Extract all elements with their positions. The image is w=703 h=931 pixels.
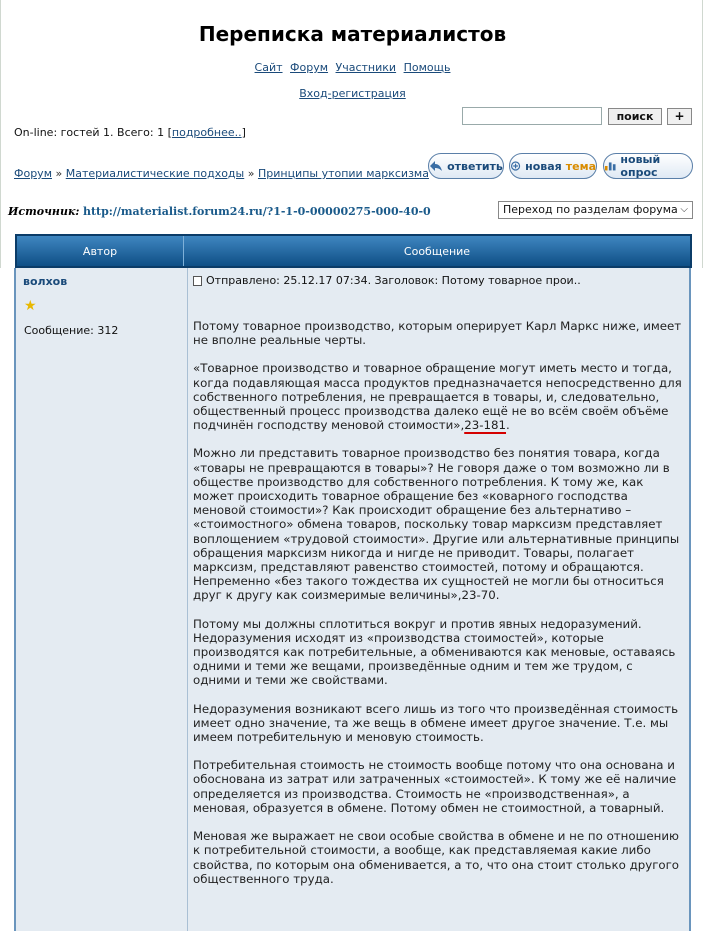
post-body	[193, 319, 683, 900]
column-author: Автор	[17, 236, 184, 266]
top-nav	[1, 61, 703, 74]
post-paragraph-quote	[193, 361, 683, 432]
new-topic-icon	[510, 160, 521, 172]
new-poll-button[interactable]	[603, 153, 693, 179]
breadcrumb	[14, 167, 429, 180]
reply-arrow-icon	[429, 160, 443, 172]
new-poll-label: новый опрос	[620, 153, 661, 179]
reply-button[interactable]	[428, 153, 504, 179]
advanced-search-button[interactable]: +	[667, 108, 692, 125]
source-line	[8, 205, 431, 218]
post-header	[193, 274, 581, 287]
breadcrumb-section[interactable]: Материалистические подходы	[65, 167, 245, 180]
search-button[interactable]: поиск	[608, 108, 662, 125]
search-input[interactable]	[462, 107, 602, 125]
nav-link-site[interactable]: Сайт	[254, 61, 283, 74]
breadcrumb-topic[interactable]: Принципы утопии марксизма	[257, 167, 429, 180]
post-row	[14, 268, 691, 931]
chevron-down-icon: ⌵	[680, 204, 688, 215]
forum-jump-value: Переход по разделам форума	[503, 203, 678, 216]
post-header-text: Отправлено: 25.12.17 07:34. Заголовок: Потому товарное прои..	[206, 274, 581, 287]
post-paragraph: Меновая же выражает не свои особые свойства в обмене и не по отношению к потребительной стоимости, а вообще, как представляемая какие либо свойства, по которым она обменивается, а то, что она стоит столько другого общественного труда.	[193, 829, 680, 886]
new-topic-label: новая	[525, 159, 562, 173]
new-topic-label-accent: тема	[565, 159, 596, 173]
forum-jump-select[interactable]	[498, 201, 693, 219]
post-paragraph: Потребительная стоимость не стоимость вообще потому что она основана и обоснована из затрат или затраченных «стоимостей». К тому же её наличие определяется из производства. Стоимость не «производственная», а меновая, образуется в обмене. Потому обмен не стоимостной, а товарный.	[193, 758, 677, 815]
posts-table-header	[15, 234, 692, 268]
post-quote-text: «Товарное производство и товарное обращение могут иметь место и тогда, когда подавляющая масса продуктов предназначается непосредственно для собственного потребления, не превращается в товары, и, следовательно, общественный процесс производства далеко ещё не во всём своём объёме подчинён господству меновой стоимости»,	[193, 361, 682, 433]
breadcrumb-separator: »	[55, 167, 63, 180]
forum-header	[0, 0, 703, 268]
post-document-icon[interactable]	[193, 276, 202, 286]
citation-link[interactable]: 23-181	[464, 418, 507, 433]
nav-link-help[interactable]: Помощь	[403, 61, 451, 74]
poll-icon	[604, 160, 616, 172]
nav-link-forum[interactable]: Форум	[290, 61, 329, 74]
breadcrumb-separator: »	[247, 167, 255, 180]
post-author[interactable]: волхов	[23, 275, 68, 288]
post-paragraph: Можно ли представить товарное производство без понятия товара, когда «товары не превращаются в товары»? Не говоря даже о том возможно ли в обществе производство для собственного потребления. К тому же, как может происходить товарное обращение без «коварного господства меновой стоимости»? Как происходит обращение без альтернативо – «стоимостного» обмена товаров, поскольку товар марксизм представляет воплощением «трудовой стоимости». Другие или альтернативные принципы обращения марксизм никогда и нигде не приводит. Товары, полагает марксизм, представляют равенство стоимостей, потому и обращаются. Непременно «без такого тождества их сущностей не могли бы относиться друг к другу как соизмеримые величины»,23-70.	[193, 446, 680, 603]
site-title: Переписка материалистов	[198, 22, 507, 46]
source-label: Источник:	[8, 205, 80, 218]
post-paragraph: Потому мы должны сплотиться вокруг и против явных недоразумений. Недоразумения исходят из «производства стоимостей», которые производятся как потребительные, а обмениваются как меновые, оставаясь одними и теми же вещами, произведённые одним и тем же трудом, с одними и теми же свойствами.	[193, 616, 676, 688]
reply-button-label: ответить	[447, 159, 503, 173]
rank-star-icon: ★	[24, 298, 37, 314]
online-details-link[interactable]: подробнее..	[171, 126, 242, 139]
source-url[interactable]: http://materialist.forum24.ru/?1-1-0-00000275-000-40-0	[82, 205, 431, 218]
post-paragraph: Недоразумения возникают всего лишь из того что произведённая стоимость имеет одно значение, та же вещь в обмене имеет другое значение. Т.е. мы имеем потребительную и меновую стоимость.	[193, 701, 679, 745]
online-status	[14, 126, 246, 139]
online-text: On-line: гостей 1. Всего: 1 [	[14, 126, 172, 139]
column-message: Сообщение	[403, 244, 471, 258]
post-paragraph: Потому товарное производство, которым оперирует Карл Маркс ниже, имеет не вполне реальные черты.	[193, 319, 682, 348]
breadcrumb-forum[interactable]: Форум	[14, 167, 52, 180]
online-close-bracket: ]	[241, 126, 246, 139]
nav-link-members[interactable]: Участники	[335, 61, 397, 74]
citation-period: .	[506, 418, 510, 433]
new-topic-button[interactable]	[509, 153, 597, 179]
login-register-link[interactable]: Вход-регистрация	[299, 87, 406, 100]
post-column-divider	[187, 268, 188, 931]
author-post-count: Сообщение: 312	[24, 324, 119, 337]
